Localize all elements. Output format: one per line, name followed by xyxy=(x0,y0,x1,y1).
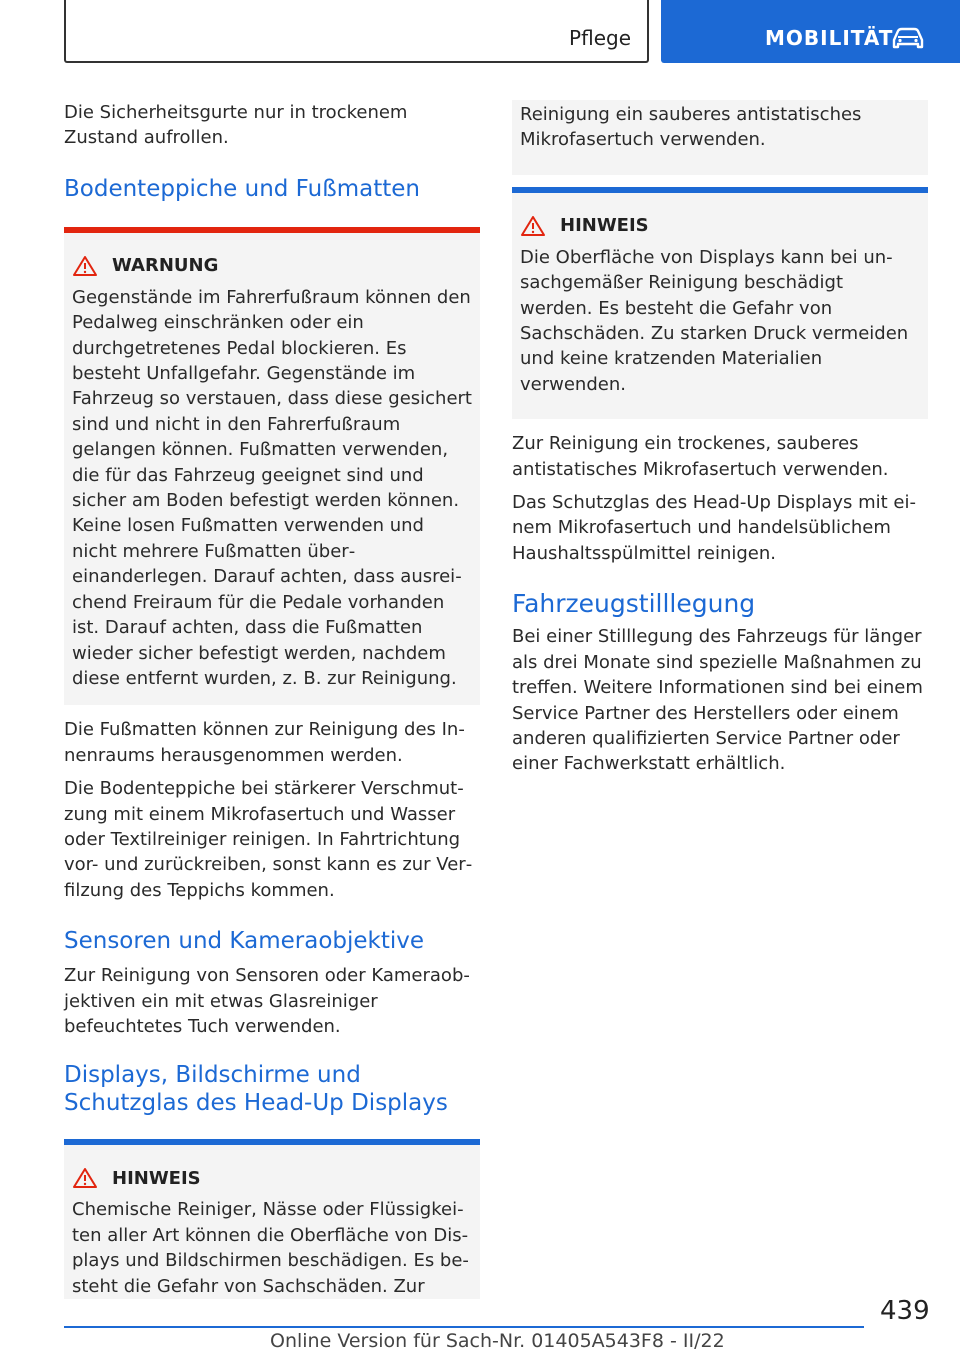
warning-triangle-icon xyxy=(72,1167,98,1189)
paragraph-hud: Das Schutzglas des Head-Up Displays mit einem Mikrofasertuch und handelsüblichem Haushaltsspülmittel reinigen. xyxy=(512,492,917,564)
note-box-2 xyxy=(512,187,928,419)
warning-triangle-icon xyxy=(72,255,98,277)
note-title: HINWEIS xyxy=(112,1167,201,1189)
chapter-tab xyxy=(661,0,960,63)
footer-version-text: Online Version für Sach-Nr. 01405A543F8 - II/22 xyxy=(270,1330,725,1352)
note-box-1-continued xyxy=(512,100,928,175)
heading-displays: Displays, Bildschirme und Schutzglas des Head-Up Displays xyxy=(64,1062,448,1117)
note-text: Chemische Reiniger, Nässe oder Flüssigkeiten aller Art können die Oberfläche von Displays und Bildschirmen beschädigen. Es besteht die Gefahr von Sachschäden. Zur xyxy=(72,1199,469,1297)
warning-box xyxy=(64,227,480,706)
car-icon xyxy=(891,26,925,50)
header-section-box xyxy=(64,0,649,63)
heading-carpets: Bodenteppiche und Fußmatten xyxy=(64,175,420,202)
paragraph-carpets: Die Bodenteppiche bei stärkerer Verschmutzung mit einem Mikrofasertuch und Wasser oder Textilreiniger reinigen. In Fahrtrichtung vor- und zurückreiben, sonst kann es zur Verfilzung des Teppichs kommen. xyxy=(64,778,473,901)
warning-title: WARNUNG xyxy=(112,255,219,277)
left-column xyxy=(64,100,480,1299)
section-title: Pflege xyxy=(569,26,631,50)
chapter-title: MOBILITÄT xyxy=(765,26,894,50)
warning-text: Gegenstände im Fahrerfußraum können den Pedalweg einschränken oder ein durchgetretenes Pedal blockieren. Es besteht Unfallgefahr. Gegenstände im Fahrzeug so verstauen, dass diese gesichert sind und nicht in den Fahrerfußraum gelangen können. Fußmatten verwenden, die für das Fahrzeug geeignet sind und sicher am Boden befestigt werden können. Keine losen Fußmatten verwenden und nicht mehrere Fußmatten übereinanderlegen. Darauf achten, dass ausreichend Freiraum für die Pedale vorhanden ist. Darauf achten, dass die Fußmatten wieder sicher befestigt werden, nachdem diese entfernt wurden, z. B. zur Reinigung. xyxy=(72,286,472,689)
note-text-continued: Reinigung ein sauberes antistatisches Mikrofasertuch verwenden. xyxy=(520,104,862,151)
footer-divider xyxy=(64,1326,864,1328)
note-text: Die Oberfläche von Displays kann bei unsachgemäßer Reinigung beschädigt werden. Es besteht die Gefahr von Sachschäden. Zu starken Druck vermeiden und keine kratzenden Materialien verwenden. xyxy=(520,246,909,395)
warning-triangle-icon xyxy=(520,215,546,237)
paragraph-sensors: Zur Reinigung von Sensoren oder Kameraobjektiven ein mit etwas Glasreiniger befeuchtetes Tuch verwenden. xyxy=(64,965,470,1037)
note-box-1 xyxy=(64,1139,480,1299)
intro-paragraph: Die Sicherheitsgurte nur in trockenem Zustand aufrollen. xyxy=(64,102,408,149)
paragraph-storage: Bei einer Stilllegung des Fahrzeugs für länger als drei Monate sind spezielle Maßnahmen zu treffen. Weitere Informationen sind bei einem Service Partner des Herstellers oder einem anderen qualifizierten Service Partner oder einer Fachwerkstatt erhältlich. xyxy=(512,626,923,775)
paragraph-dry-cleaning: Zur Reinigung ein trockenes, sauberes antistatisches Mikrofasertuch verwenden. xyxy=(512,433,889,480)
heading-storage: Fahrzeugstilllegung xyxy=(512,589,756,619)
heading-sensors: Sensoren und Kameraobjektive xyxy=(64,928,425,955)
page-number: 439 xyxy=(880,1296,930,1326)
paragraph-mats: Die Fußmatten können zur Reinigung des Innenraums herausgenommen werden. xyxy=(64,719,465,766)
note-title: HINWEIS xyxy=(560,215,649,237)
right-column xyxy=(512,100,928,785)
